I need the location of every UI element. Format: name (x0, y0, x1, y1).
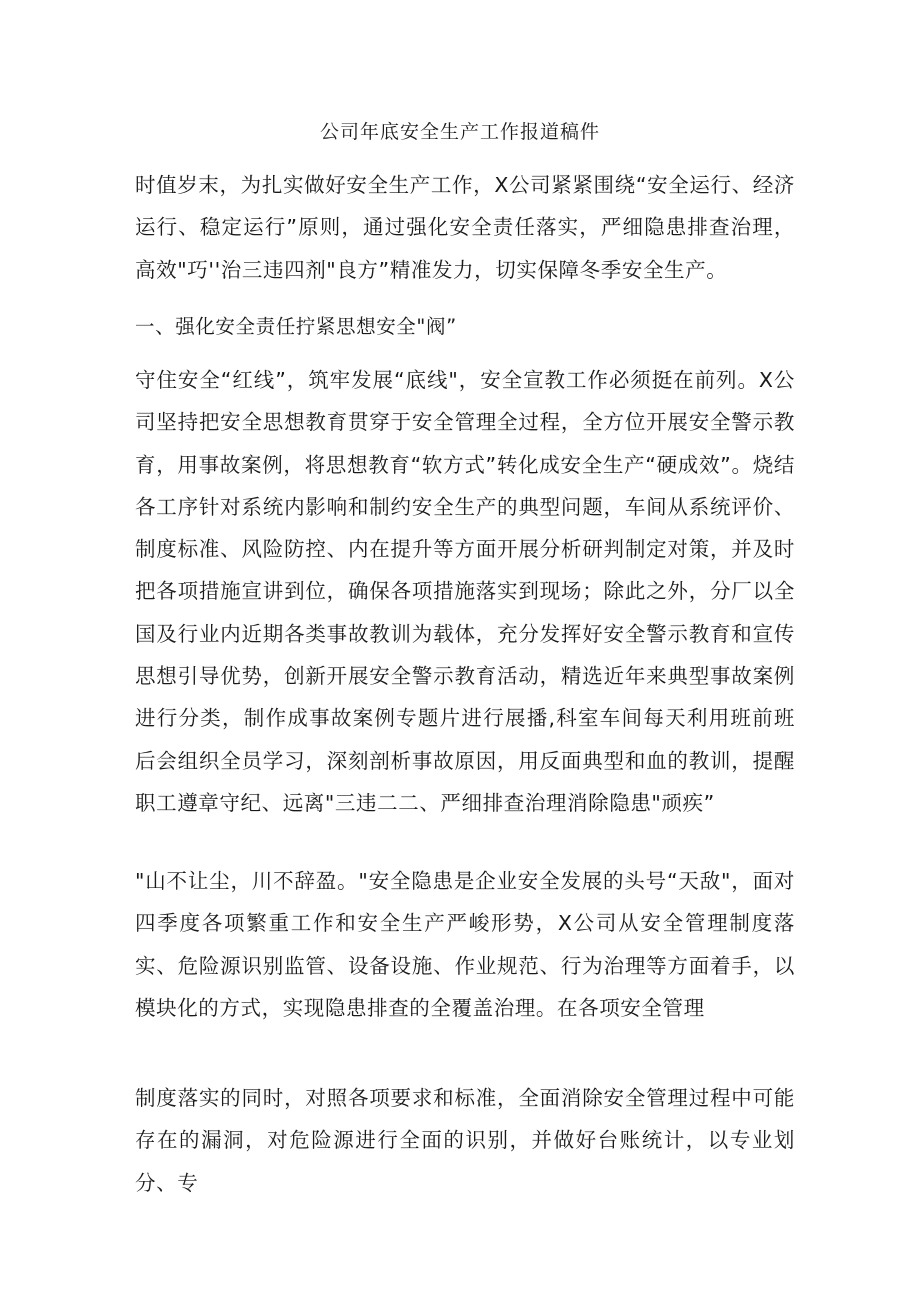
section-heading-1: 一、强化安全责任拧紧思想安全"阀” (135, 315, 457, 338)
paragraph-hazard-investigation: "山不让尘，川不辞盈。"安全隐患是企业安全发展的头号“天敌"，面对四季度各项繁重工作和安全生产严峻形势，X公司从安全管理制度落实、危险源识别监管、设备设施、作业规范、行为治理等方面着手，以模块化的方式，实现隐患排查的全覆盖治理。在各项安全管理 (135, 869, 795, 1020)
document-title: 公司年底安全生产工作报道稿件 (319, 121, 600, 143)
paragraph-system-implementation: 制度落实的同时，对照各项要求和标准，全面消除安全管理过程中可能存在的漏洞，对危险源进行全面的识别，并做好台账统计，以专业划分、专 (135, 1086, 795, 1195)
paragraph-safety-education: 守住安全“红线”，筑牢发展“底线"，安全宣教工作必须挺在前列。X公司坚持把安全思想教育贯穿于安全管理全过程，全方位开展安全警示教育，用事故案例，将思想教育“软方式”转化成安全生产“硬成效”。烧结各工序针对系统内影响和制约安全生产的典型问题，车间从系统评价、制度标准、风险防控、内在提升等方面开展分析研判制定对策，并及时把各项措施宣讲到位，确保各项措施落实到现场；除此之外，分厂以全国及行业内近期各类事故教训为载体，充分发挥好安全警示教育和宣传思想引导优势，创新开展安全警示教育活动，精选近年来典型事故案例进行分类，制作成事故案例专题片进行展播,科室车间每天利用班前班后会组织全员学习，深刻剖析事故原因，用反面典型和血的教训，提醒职工遵章守纪、远离"三违二二、严细排查治理消除隐患"顽疾” (135, 368, 795, 815)
paragraph-intro: 时值岁末，为扎实做好安全生产工作，X公司紧紧围绕“安全运行、经济运行、稳定运行”原则，通过强化安全责任落实，严细隐患排查治理，高效"巧''治三违四剂"良方”精准发力，切实保障冬季安全生产。 (135, 173, 795, 282)
